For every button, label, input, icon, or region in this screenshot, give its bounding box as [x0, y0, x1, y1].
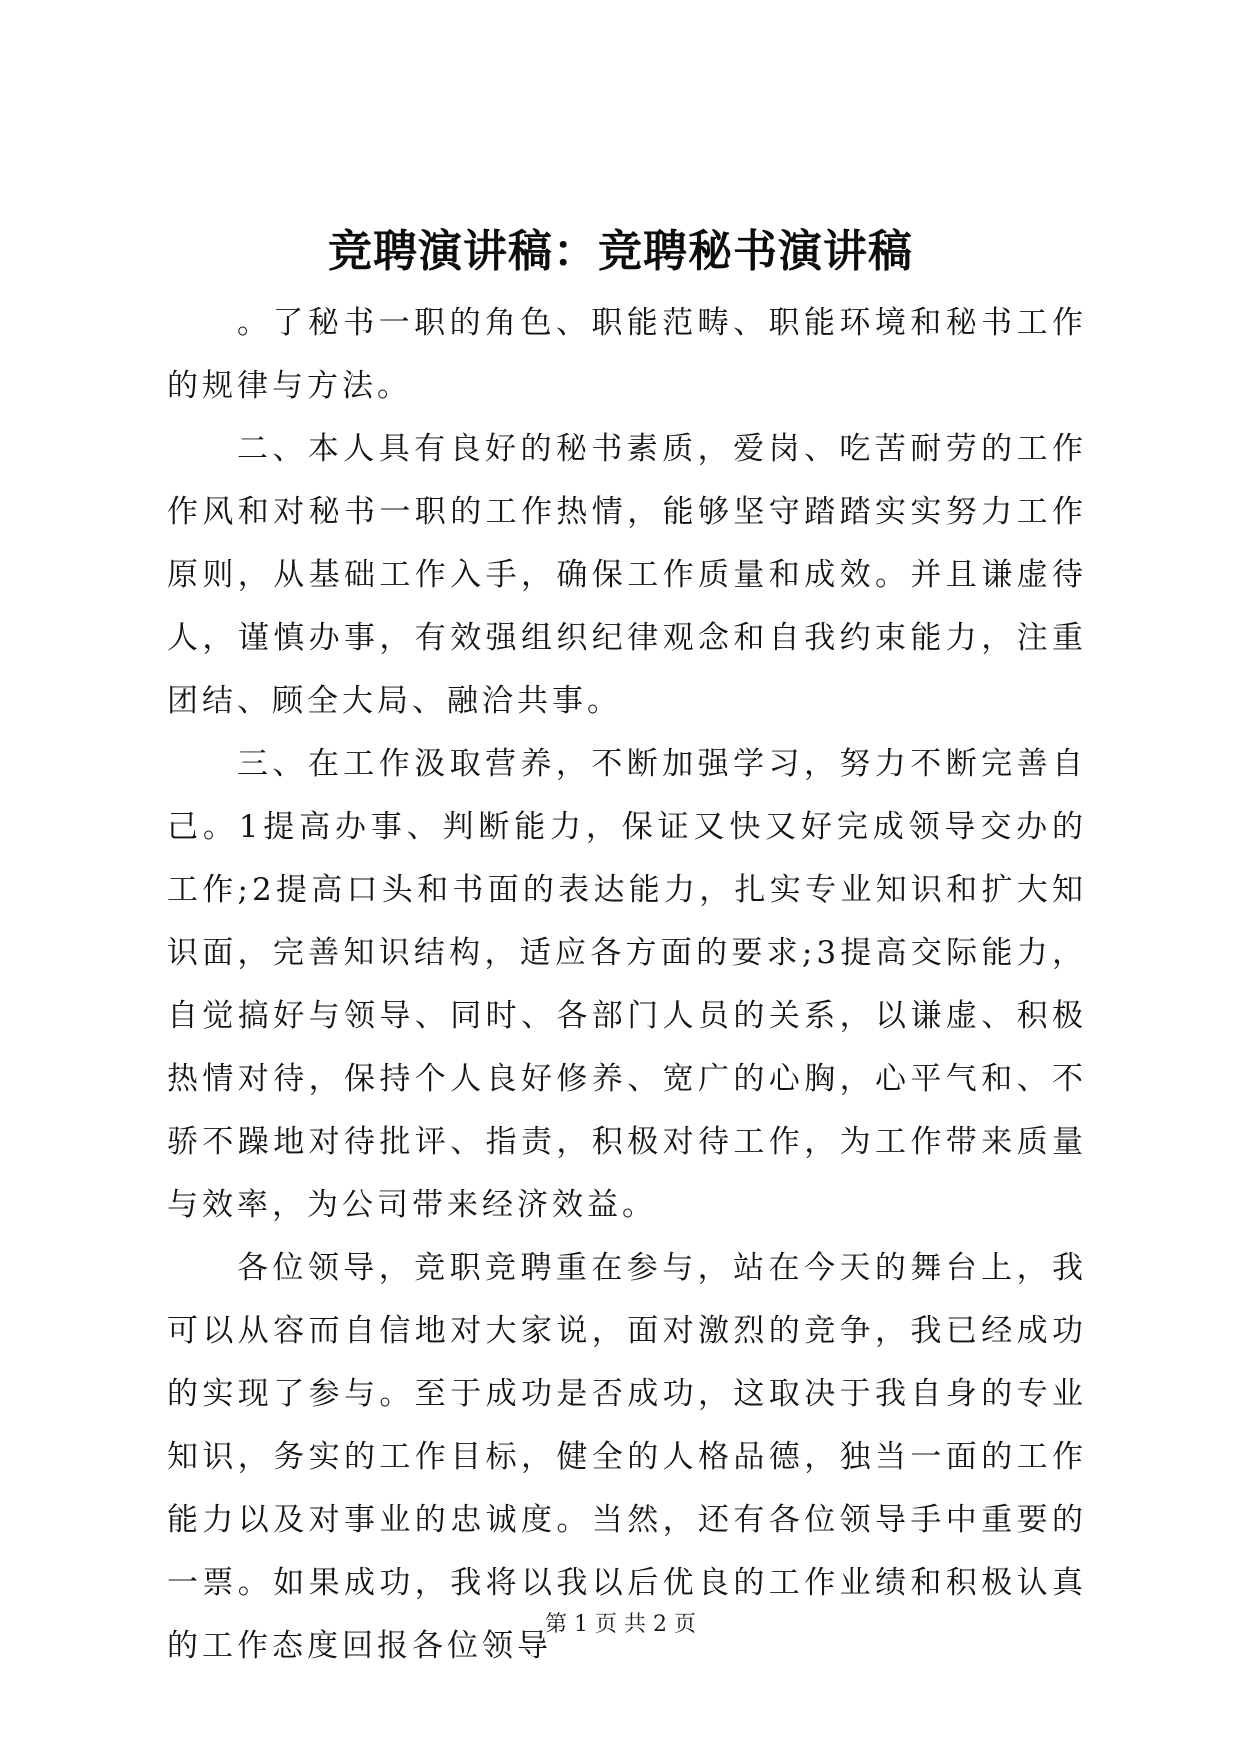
page-number-footer: 第 1 页 共 2 页 — [545, 1612, 696, 1637]
paragraph-2: 二、本人具有良好的秘书素质，爱岗、吃苦耐劳的工作作风和对秘书一职的工作热情，能够坚守踏踏实实努力工作原则，从基础工作入手，确保工作质量和成效。并且谦虚待人，谨慎办事，有效强组织纪律观念和自我约束能力，注重团结、顾全大局、融洽共事。 — [167, 431, 1087, 719]
paragraph-3: 三、在工作汲取营养，不断加强学习，努力不断完善自己。1提高办事、判断能力，保证又快又好完成领导交办的工作;2提高口头和书面的表达能力，扎实专业知识和扩大知识面，完善知识结构，适应各方面的要求;3提高交际能力，自觉搞好与领导、同时、各部门人员的关系，以谦虚、积极热情对待，保持个人良好修养、宽广的心胸，心平气和、不骄不躁地对待批评、指责，积极对待工作，为工作带来质量与效率，为公司带来经济效益。 — [167, 746, 1087, 1223]
paragraph-1: 。了秘书一职的角色、职能范畴、职能环境和秘书工作的规律与方法。 — [167, 305, 1087, 404]
paragraph-4: 各位领导，竞职竞聘重在参与，站在今天的舞台上，我可以从容而自信地对大家说，面对激烈的竞争，我已经成功的实现了参与。至于成功是否成功，这取决于我自身的专业知识，务实的工作目标，健全的人格品德，独当一面的工作能力以及对事业的忠诚度。当然，还有各位领导手中重要的一票。如果成功，我将以我以后优良的工作业绩和积极认真的工作态度回报各位领导 — [167, 1250, 1087, 1664]
document-title: 竞聘演讲稿：竞聘秘书演讲稿 — [328, 226, 913, 277]
document-body — [167, 292, 1087, 1678]
